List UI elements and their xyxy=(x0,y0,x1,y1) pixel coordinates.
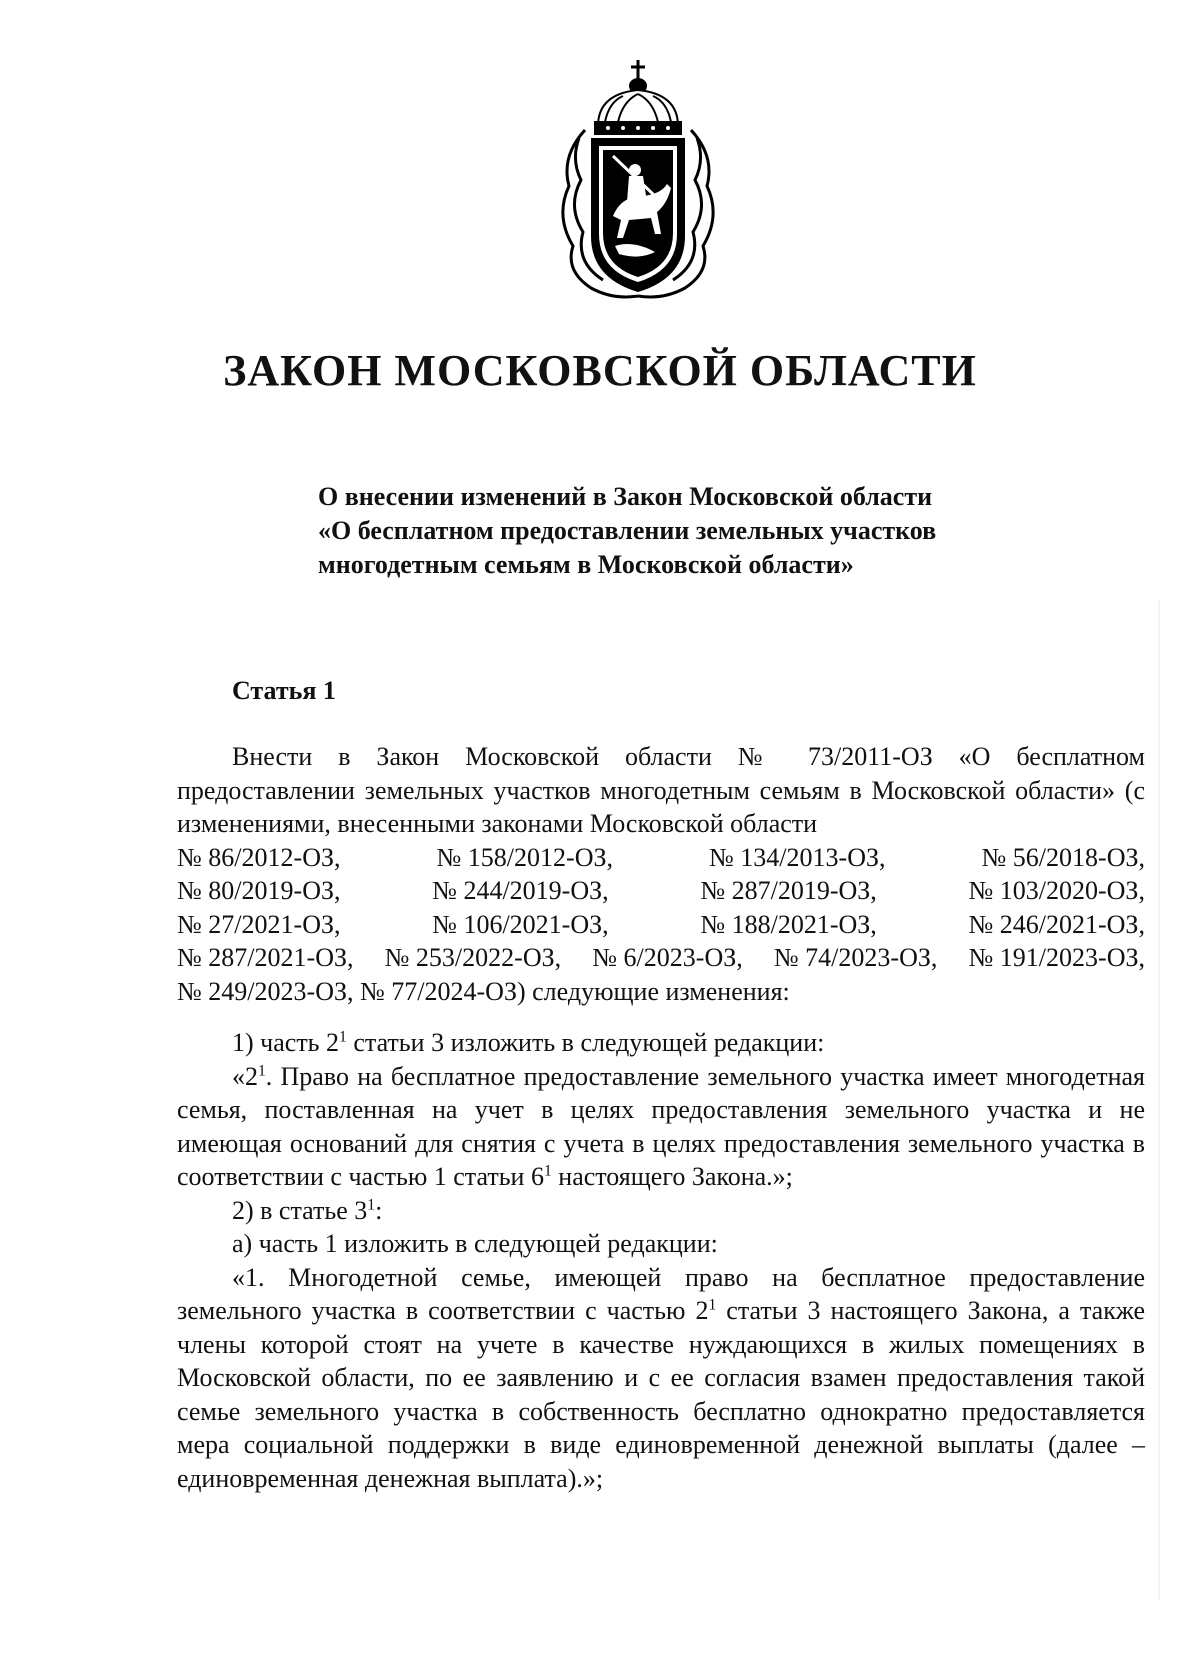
law-reference: № 134/2013-ОЗ, xyxy=(709,842,886,872)
amendment-item-2: 2) в статье $3^1$: xyxy=(232,1195,383,1225)
intro-paragraph-end: № 249/2023-ОЗ, № 77/2024-ОЗ) следующие изменения: xyxy=(177,976,790,1006)
amendment-item-2a-text: «1. Многодетной семье, имеющей право на бесплатное предоставление земельного участка в соответствии с частью $2^1$ статьи 3 настоящего Закона, а также члены которой стоят на учете в качестве нуждающихся в жилых помещениях в Московской области, по ее заявлению и с ее согласия взамен предоставления такой семье земельного участка в собственность бесплатно однократно предоставляется мера социальной поддержки в виде единовременной денежной выплаты (далее – единовременная денежная выплата).»; xyxy=(177,1262,1145,1493)
subtitle-line: «О бесплатном предоставлении земельных участков xyxy=(318,516,937,545)
law-reference: № 246/2021-ОЗ, xyxy=(968,909,1145,939)
law-reference: № 191/2023-ОЗ, xyxy=(968,943,1145,972)
law-reference: № 80/2019-ОЗ, xyxy=(177,876,341,905)
law-reference: № 103/2020-ОЗ, xyxy=(968,876,1145,905)
law-reference: № 27/2021-ОЗ, xyxy=(177,909,341,939)
law-reference: № 6/2023-ОЗ, xyxy=(592,943,743,972)
law-reference: № 188/2021-ОЗ, xyxy=(700,909,877,939)
law-reference: № 253/2022-ОЗ, xyxy=(384,943,562,972)
law-subtitle xyxy=(318,480,1038,582)
subtitle-line: многодетным семьям в Московской области» xyxy=(318,550,854,579)
law-reference: № 86/2012-ОЗ, xyxy=(177,842,341,872)
document-body xyxy=(177,740,1145,1495)
amending-laws-row xyxy=(177,941,1145,975)
moscow-oblast-coat-of-arms-icon xyxy=(543,56,733,306)
law-reference: № 287/2019-ОЗ, xyxy=(700,876,877,905)
amendment-item-2a: а) часть 1 изложить в следующей редакции: xyxy=(232,1229,718,1258)
amendment-item-1: 1) часть $2^1$ статьи 3 изложить в следующей редакции: xyxy=(232,1028,825,1057)
intro-paragraph: Внести в Закон Московской области № 73/2011-ОЗ «О бесплатном предоставлении земельных участков многодетным семьям в Московской области» (с изменениями, внесенными законами Московской области xyxy=(177,742,1145,838)
subtitle-line: О внесении изменений в Закон Московской области xyxy=(318,482,933,511)
law-reference: № 106/2021-ОЗ, xyxy=(432,909,609,939)
document-title: ЗАКОН МОСКОВСКОЙ ОБЛАСТИ xyxy=(223,346,977,395)
law-reference: № 56/2018-ОЗ, xyxy=(981,842,1145,872)
law-reference: № 74/2023-ОЗ, xyxy=(773,943,938,972)
law-reference: № 158/2012-ОЗ, xyxy=(436,842,613,872)
law-reference: № 244/2019-ОЗ, xyxy=(432,876,609,905)
amending-laws-row xyxy=(177,841,1145,875)
amending-laws-row xyxy=(177,874,1145,908)
amending-laws-row xyxy=(177,908,1145,942)
law-reference: № 287/2021-ОЗ, xyxy=(177,943,354,972)
scan-edge xyxy=(1158,600,1160,1600)
article-heading: Статья 1 xyxy=(232,676,336,705)
amendment-item-1-text: «$2^1$. Право на бесплатное предоставление земельного участка имеет многодетная семья, поставленная на учет в целях предоставления земельного участка и не имеющая оснований для снятия с учета в целях предоставления земельного участка в соответствии с частью 1 статьи $6^1$ настоящего Закона.»; xyxy=(177,1061,1145,1191)
